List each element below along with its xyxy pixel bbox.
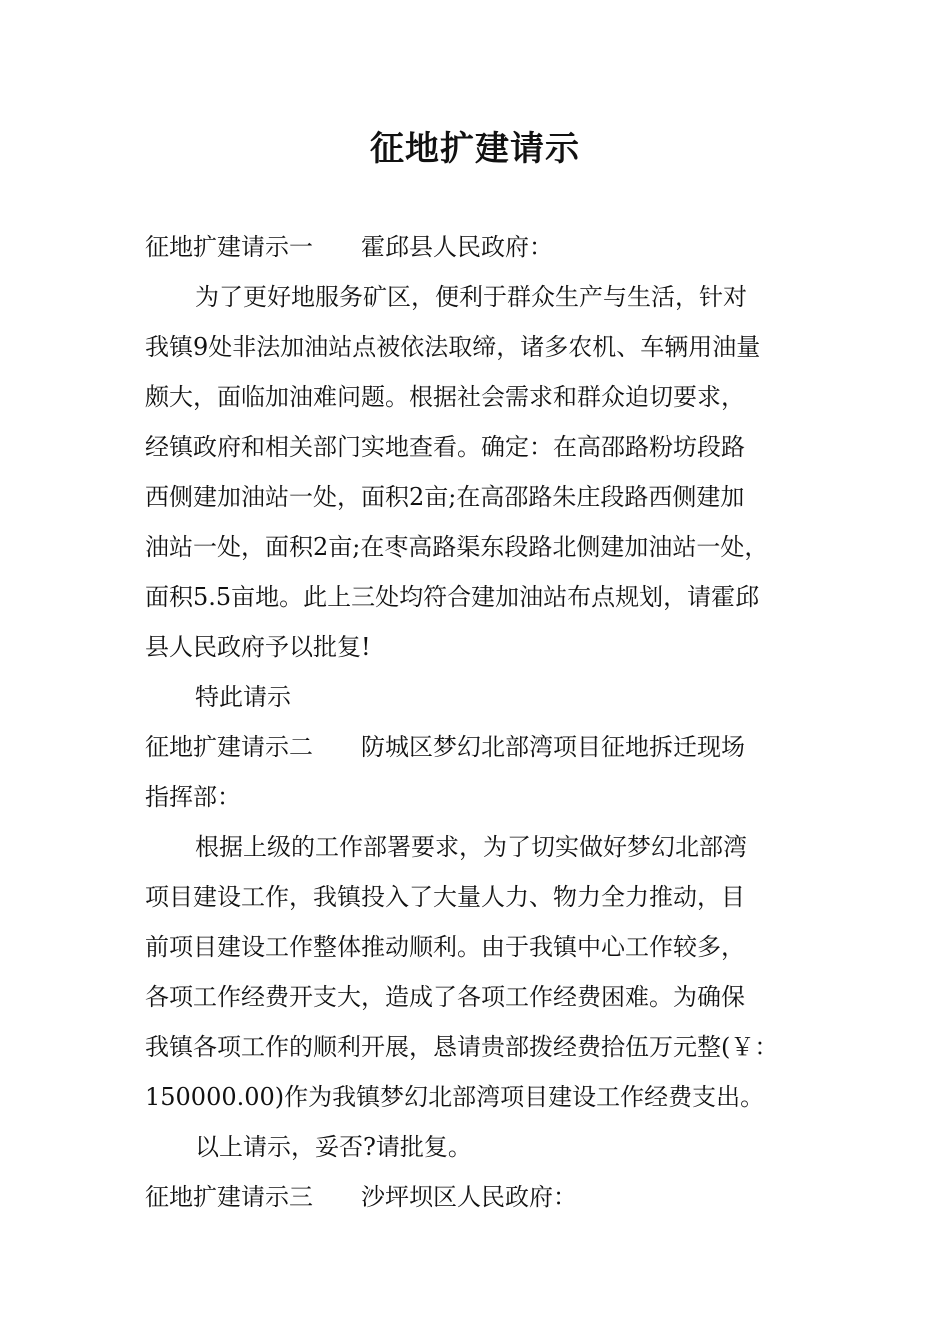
section2-heading-line <box>145 722 810 772</box>
section1-para-line: 经镇政府和相关部门实地查看。确定：在高邵路粉坊段路 <box>145 433 745 461</box>
section1-para-line: 县人民政府予以批复! <box>145 633 371 661</box>
section3-heading-line <box>145 1172 810 1222</box>
section2-para-line: 各项工作经费开支大，造成了各项工作经费困难。为确保 <box>145 983 745 1011</box>
section3-addressee: 沙坪坝区人民政府： <box>361 1183 577 1211</box>
section1-addressee: 霍邱县人民政府： <box>361 233 553 261</box>
section1-para-line: 面积5.5亩地。此上三处均符合建加油站布点规划，请霍邱 <box>145 583 760 611</box>
section2-para-line: 根据上级的工作部署要求，为了切实做好梦幻北部湾 <box>195 833 747 861</box>
section2-para-line: 项目建设工作，我镇投入了大量人力、物力全力推动，目 <box>145 883 745 911</box>
page-title: 征地扩建请示 <box>370 129 580 169</box>
section2-para-line: 150000.00)作为我镇梦幻北部湾项目建设工作经费支出。 <box>145 1083 765 1111</box>
document-body <box>145 222 810 1222</box>
section1-para-line: 颇大，面临加油难问题。根据社会需求和群众迫切要求， <box>145 383 745 411</box>
section1-para-line: 油站一处，面积2亩;在枣高路渠东段路北侧建加油站一处， <box>145 533 769 561</box>
section2-addressee-cont: 指挥部： <box>145 783 241 811</box>
section1-para-line: 我镇9处非法加油站点被依法取缔，诸多农机、车辆用油量 <box>145 333 761 361</box>
section1-heading-line <box>145 222 810 272</box>
section1-para-line: 为了更好地服务矿区，便利于群众生产与生活，针对 <box>195 283 747 311</box>
section2-para-line: 我镇各项工作的顺利开展，恳请贵部拨经费拾伍万元整(￥： <box>145 1033 779 1061</box>
section3-heading: 征地扩建请示三 <box>145 1183 313 1211</box>
section2-addressee: 防城区梦幻北部湾项目征地拆迁现场 <box>361 733 745 761</box>
section1-closing: 特此请示 <box>195 683 291 711</box>
section1-heading: 征地扩建请示一 <box>145 233 313 261</box>
section2-heading: 征地扩建请示二 <box>145 733 313 761</box>
section1-para-line: 西侧建加油站一处，面积2亩;在高邵路朱庄段路西侧建加 <box>145 483 745 511</box>
section2-closing: 以上请示，妥否?请批复。 <box>195 1133 472 1161</box>
section2-para-line: 前项目建设工作整体推动顺利。由于我镇中心工作较多， <box>145 933 745 961</box>
